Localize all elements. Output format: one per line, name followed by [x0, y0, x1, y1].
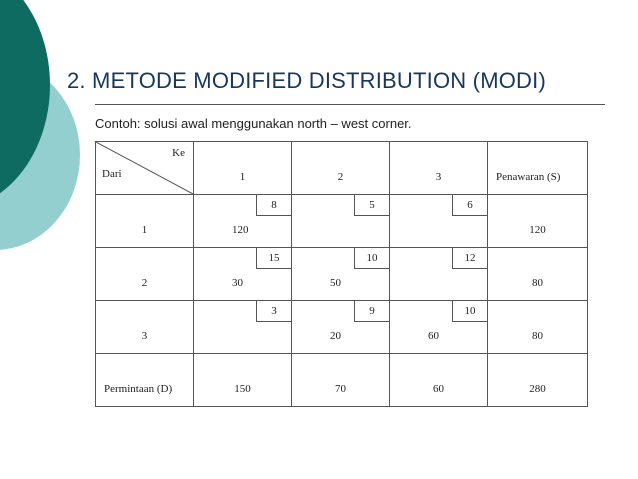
supply-cell: 80 [488, 248, 588, 301]
allocation-cell [194, 301, 292, 354]
table-row [96, 301, 588, 354]
corner-to-label: Ke [172, 147, 185, 159]
allocation-cell [292, 301, 390, 354]
column-header: 1 [194, 142, 292, 195]
cost-box: 15 [256, 247, 291, 269]
cost-box: 8 [256, 194, 291, 216]
total-cell: 280 [488, 354, 588, 407]
table-row [96, 248, 588, 301]
demand-row [96, 354, 588, 407]
supply-cell: 80 [488, 301, 588, 354]
allocation-cell [292, 248, 390, 301]
allocation-cell [390, 248, 488, 301]
row-label: 3 [96, 301, 194, 354]
slide-title: 2. METODE MODIFIED DISTRIBUTION (MODI) [67, 68, 546, 93]
cost-box: 9 [354, 300, 389, 322]
demand-cell: 70 [292, 354, 390, 407]
row-label: 1 [96, 195, 194, 248]
allocation-value: 120 [232, 224, 249, 236]
allocation-value: 50 [330, 277, 341, 289]
allocation-cell [194, 248, 292, 301]
cost-box: 6 [452, 194, 487, 216]
allocation-cell [390, 301, 488, 354]
allocation-value: 20 [330, 330, 341, 342]
supply-header: Penawaran (S) [488, 142, 588, 195]
demand-cell: 60 [390, 354, 488, 407]
supply-cell: 120 [488, 195, 588, 248]
allocation-value: 60 [428, 330, 439, 342]
table-row [96, 195, 588, 248]
cost-box: 12 [452, 247, 487, 269]
slide-subtitle: Contoh: solusi awal menggunakan north – west corner. [95, 116, 412, 131]
corner-from-label: Dari [102, 168, 122, 180]
title-divider [95, 104, 605, 105]
cost-box: 10 [452, 300, 487, 322]
demand-label-cell: Permintaan (D) [96, 354, 194, 407]
demand-cell: 150 [194, 354, 292, 407]
allocation-cell [194, 195, 292, 248]
column-header: 3 [390, 142, 488, 195]
cost-box: 3 [256, 300, 291, 322]
allocation-cell [390, 195, 488, 248]
row-label: 2 [96, 248, 194, 301]
corner-cell [96, 142, 194, 195]
table-header-row [96, 142, 588, 195]
cost-box: 5 [354, 194, 389, 216]
allocation-cell [292, 195, 390, 248]
allocation-value: 30 [232, 277, 243, 289]
column-header: 2 [292, 142, 390, 195]
cost-box: 10 [354, 247, 389, 269]
transportation-table [95, 141, 588, 407]
